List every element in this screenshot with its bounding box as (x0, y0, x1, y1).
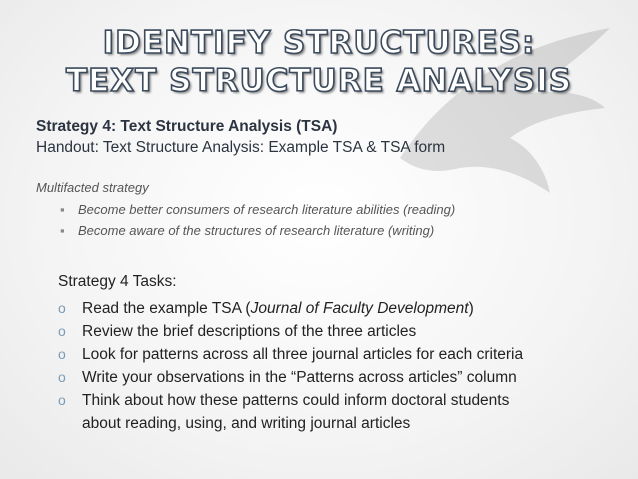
circle-bullet-icon: o (58, 392, 66, 408)
task-text: Write your observations in the “Patterns across articles” column (82, 369, 517, 386)
tasks-title: Strategy 4 Tasks: (58, 273, 177, 290)
multifacted-label: Multifacted strategy (36, 180, 149, 195)
square-bullet-icon: ▪ (60, 202, 65, 217)
task-text: about reading, using, and writing journal articles (82, 415, 411, 432)
task-text: Look for patterns across all three journal articles for each criteria (82, 346, 524, 363)
task-text-part: Read the example TSA ( (82, 300, 251, 317)
circle-bullet-icon: o (58, 346, 66, 362)
bullet-text: Become aware of the structures of research literature (writing) (78, 223, 435, 238)
circle-bullet-icon: o (58, 323, 66, 339)
strategy-handout: Handout: Text Structure Analysis: Example TSA & TSA form (36, 139, 446, 156)
task-text (82, 300, 474, 317)
list-item (58, 366, 618, 389)
tasks-list (58, 297, 618, 435)
multifacted-bullet-list (60, 201, 455, 243)
bullet-text: Become better consumers of research literature abilities (reading) (78, 202, 456, 217)
list-item (58, 389, 618, 435)
list-item (60, 222, 455, 243)
circle-bullet-icon: o (58, 300, 66, 316)
task-text-part: ) (468, 300, 474, 317)
strategy-heading: Strategy 4: Text Structure Analysis (TSA) (36, 118, 338, 135)
list-item (60, 201, 455, 222)
list-item (58, 320, 618, 343)
list-item (58, 343, 618, 366)
journal-title: Journal of Faculty Development (250, 300, 469, 317)
task-text: Review the brief descriptions of the three articles (82, 323, 417, 340)
task-text: Think about how these patterns could inform doctoral students (82, 392, 510, 409)
square-bullet-icon: ▪ (60, 223, 65, 238)
page-title-line-1: IDENTIFY STRUCTURES: (102, 25, 536, 61)
list-item (58, 297, 618, 320)
circle-bullet-icon: o (58, 369, 66, 385)
page-title-line-2: TEXT STRUCTURE ANALYSIS (65, 63, 573, 99)
